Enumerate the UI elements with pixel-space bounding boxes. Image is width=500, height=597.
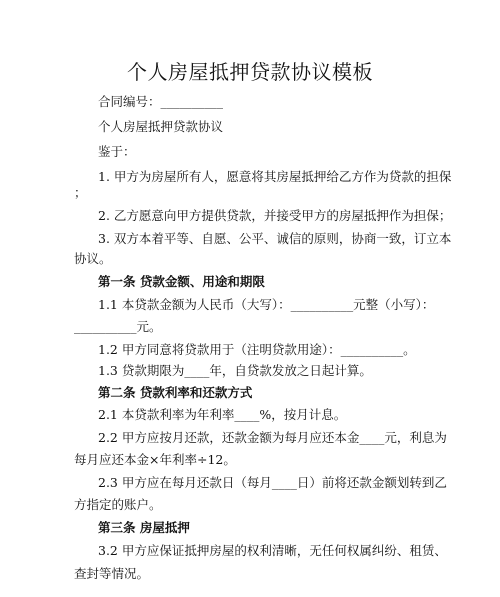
clause-2-3-line: 2.3 甲方应在每月还款日（每月____日）前将还款金额划转到乙 (98, 475, 447, 490)
document-title: 个人房屋抵押贷款协议模板 (127, 60, 373, 84)
clause-2-2-line: 2.2 甲方应按月还款，还款金额为每月应还本金____元，利息为 (98, 430, 447, 445)
clause-1-3-line: 1.3 贷款期限为____年，自贷款发放之日起计算。 (98, 363, 372, 378)
article-1-heading: 第一条 贷款金额、用途和期限 (98, 274, 265, 289)
recital-3-wrap: 协议。 (74, 251, 112, 266)
clause-2-3-wrap: 方指定的账户。 (74, 497, 162, 512)
clause-3-2-line: 3.2 甲方应保证抵押房屋的权利清晰，无任何权属纠纷、租赁、 (98, 543, 447, 558)
clause-1-2-line: 1.2 甲方同意将贷款用于（注明贷款用途）：__________。 (98, 342, 416, 357)
recital-1-wrap: ； (74, 185, 87, 200)
recital-2-line: 2. 乙方愿意向甲方提供贷款，并接受甲方的房屋抵押作为担保； (98, 208, 452, 223)
recital-3-line: 3. 双方本着平等、自愿、公平、诚信的原则，协商一致，订立本 (98, 231, 452, 246)
clause-2-2-wrap: 每月应还本金×年利率÷12。 (74, 452, 236, 467)
contract-number-line: 合同编号：__________ (98, 94, 224, 109)
clause-3-2-wrap: 查封等情况。 (74, 566, 150, 581)
article-3-heading: 第三条 房屋抵押 (98, 520, 190, 535)
article-2-heading: 第二条 贷款利率和还款方式 (98, 385, 253, 400)
whereas-line: 鉴于： (98, 144, 136, 159)
clause-1-1-wrap: __________元。 (74, 319, 162, 334)
clause-1-1-line: 1.1 本贷款金额为人民币（大写）：__________元整（小写）： (98, 297, 435, 312)
agreement-name-line: 个人房屋抵押贷款协议 (98, 119, 224, 134)
clause-2-1-line: 2.1 本贷款利率为年利率____%，按月计息。 (98, 407, 347, 422)
recital-1-line: 1. 甲方为房屋所有人，愿意将其房屋抵押给乙方作为贷款的担保 (98, 169, 452, 184)
